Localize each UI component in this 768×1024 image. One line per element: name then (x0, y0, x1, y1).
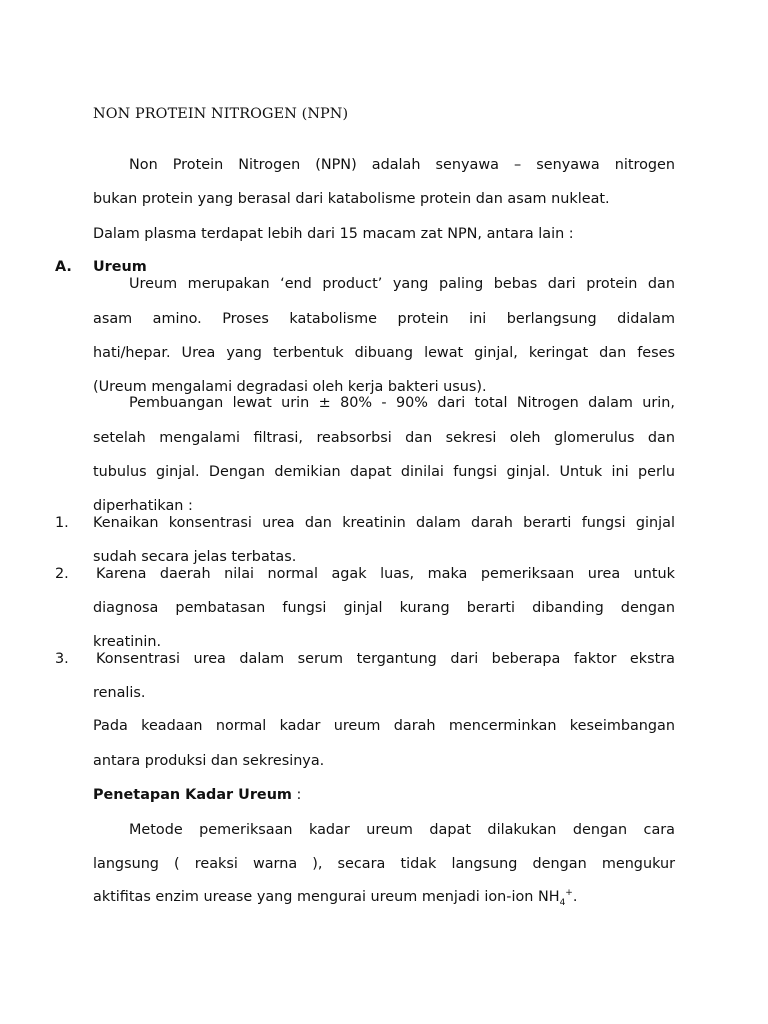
nh4-subscript: 4 (559, 897, 566, 908)
list-item-1-line-1: Kenaikan konsentrasi urea dan kreatinin dalam darah berarti fungsi ginjal (93, 515, 675, 531)
list-item-1-line-2: sudah secara jelas terbatas. (93, 549, 297, 565)
list-item-3-line-2: renalis. (93, 685, 146, 701)
intro-line-3: Dalam plasma terdapat lebih dari 15 macam zat NPN, antara lain : (93, 226, 574, 242)
ureum-p1-line-2: asam amino. Proses katabolisme protein ini berlangsung didalam (93, 311, 675, 327)
ureum-p1-line-3: hati/hepar. Urea yang terbentuk dibuang lewat ginjal, keringat dan feses (93, 345, 675, 361)
list-item-2-line-3: kreatinin. (93, 634, 162, 650)
list-item-2-number: 2. (55, 566, 69, 582)
normal-line-2: antara produksi dan sekresinya. (93, 753, 325, 769)
list-item-2-line-1: Karena daerah nilai normal agak luas, maka pemeriksaan urea untuk (96, 566, 675, 582)
method-line-2: langsung ( reaksi warna ), secara tidak langsung dengan mengukur (93, 856, 675, 872)
section-a-marker: A. (55, 259, 72, 275)
ureum-p1-line-4: (Ureum mengalami degradasi oleh kerja bakteri usus). (93, 379, 487, 395)
list-item-3-line-1: Konsentrasi urea dalam serum tergantung dari beberapa faktor ekstra (96, 651, 675, 667)
subheading-colon: : (291, 787, 302, 803)
list-item-3-number: 3. (55, 651, 69, 667)
method-line-3-text: aktifitas enzim urease yang mengurai ureum menjadi ion-ion NH (93, 889, 560, 905)
ureum-p2-line-2: setelah mengalami filtrasi, reabsorbsi dan sekresi oleh glomerulus dan (93, 430, 675, 446)
ureum-p2-line-1: Pembuangan lewat urin ± 80% - 90% dari total Nitrogen dalam urin, (129, 395, 675, 411)
subheading-text: Penetapan Kadar Ureum (93, 787, 292, 803)
nh4-superscript: + (565, 888, 573, 899)
intro-line-1: Non Protein Nitrogen (NPN) adalah senyawa – senyawa nitrogen (129, 157, 675, 173)
page-title: NON PROTEIN NITROGEN (NPN) (93, 106, 349, 122)
list-item-2-line-2: diagnosa pembatasan fungsi ginjal kurang berarti dibanding dengan (93, 600, 675, 616)
method-line-3 (93, 888, 577, 906)
section-a-heading: Ureum (93, 259, 147, 275)
ureum-p2-line-3: tubulus ginjal. Dengan demikian dapat dinilai fungsi ginjal. Untuk ini perlu (93, 464, 675, 480)
list-item-1-number: 1. (55, 515, 69, 531)
ureum-p2-line-4: diperhatikan : (93, 498, 193, 514)
intro-line-2: bukan protein yang berasal dari katabolisme protein dan asam nukleat. (93, 191, 610, 207)
method-line-1: Metode pemeriksaan kadar ureum dapat dilakukan dengan cara (129, 822, 675, 838)
method-line-3-end: . (572, 889, 578, 905)
subheading (93, 786, 301, 804)
ureum-p1-line-1: Ureum merupakan ‘end product’ yang paling bebas dari protein dan (129, 276, 675, 292)
normal-line-1: Pada keadaan normal kadar ureum darah mencerminkan keseimbangan (93, 718, 675, 734)
